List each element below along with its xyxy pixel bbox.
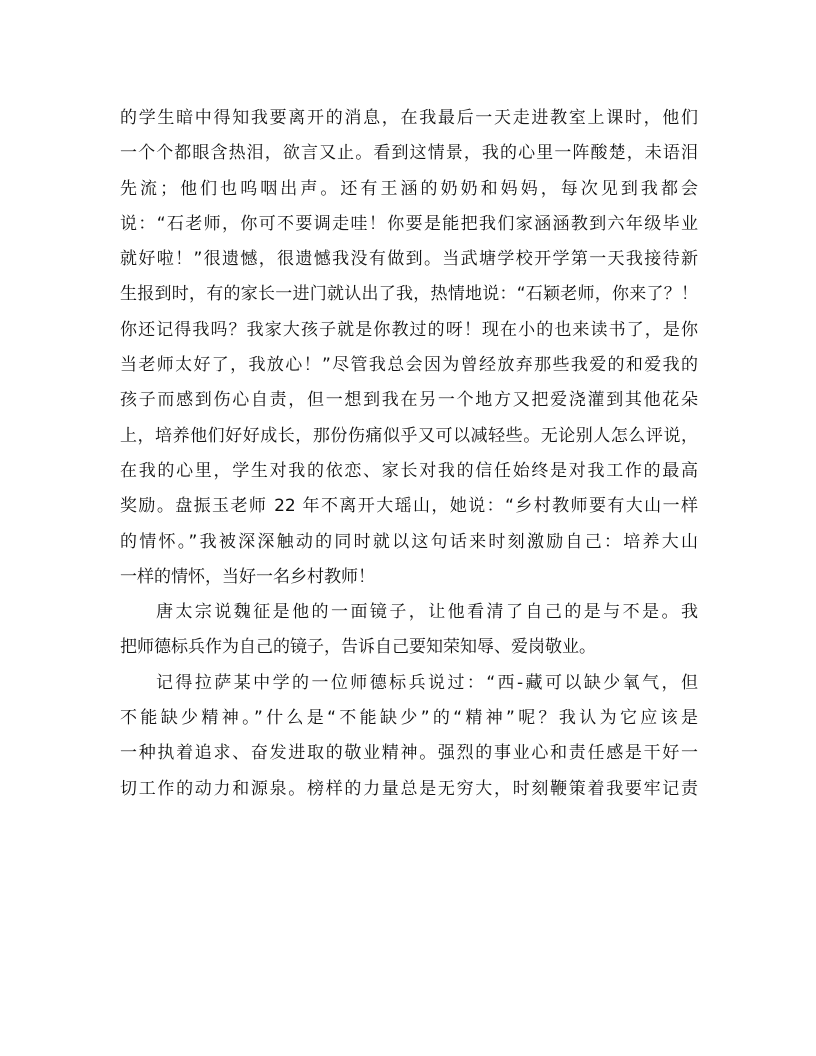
- text-line: 一样的情怀，当好一名乡村教师！: [120, 566, 375, 587]
- text-line: 生报到时，有的家长一进门就认出了我，热情地说：“石颖老师，你来了？！: [120, 284, 698, 305]
- text-line: 一个个都眼含热泪，欲言又止。看到这情景，我的心里一阵酸楚，未语泪: [120, 143, 698, 164]
- document-body: [120, 101, 698, 807]
- text-line: 说：“石老师，你可不要调走哇！你要是能把我们家涵涵教到六年级毕业: [120, 213, 698, 234]
- text-line: 一种执着追求、奋发进取的敬业精神。强烈的事业心和责任感是干好一: [120, 743, 698, 764]
- text-line: 的学生暗中得知我要离开的消息，在我最后一天走进教室上课时，他们: [120, 108, 698, 128]
- text-line: 上，培养他们好好成长，那份伤痛似乎又可以减轻些。无论别人怎么评说，: [120, 425, 698, 446]
- text-line: 的情怀。”我被深深触动的同时就以这句话来时刻激励自己：培养大山: [120, 531, 698, 552]
- text-line: 把师德标兵作为自己的镜子，告诉自己要知荣知辱、爱岗敬业。: [120, 637, 596, 658]
- text-line: 切工作的动力和源泉。榜样的力量总是无穷大，时刻鞭策着我要牢记责: [120, 778, 698, 799]
- text-line: 在我的心里，学生对我的依恋、家长对我的信任始终是对我工作的最高: [120, 460, 698, 481]
- text-line: 孩子而感到伤心自责，但一想到我在另一个地方又把爱浇灌到其他花朵: [120, 390, 698, 411]
- text-line: 你还记得我吗？我家大孩子就是你教过的呀！现在小的也来读书了，是你: [120, 319, 698, 340]
- text-line: 唐太宗说魏征是他的一面镜子，让他看清了自己的是与不是。我: [156, 602, 698, 623]
- text-line: 不能缺少精神。”什么是“不能缺少”的“精神”呢？我认为它应该是: [120, 708, 698, 729]
- text-line: 奖励。盘振玉老师 22 年不离开大瑶山，她说：“乡村教师要有大山一样: [120, 496, 698, 517]
- text-line: 当老师太好了，我放心！”尽管我总会因为曾经放弃那些我爱的和爱我的: [120, 355, 698, 376]
- paragraph-2: [120, 595, 698, 666]
- text-line: 记得拉萨某中学的一位师德标兵说过：“西-藏可以缺少氧气，但: [156, 672, 698, 693]
- paragraph-1: [120, 101, 698, 595]
- text-line: 先流；他们也呜咽出声。还有王涵的奶奶和妈妈，每次见到我都会: [120, 178, 698, 199]
- paragraph-3: [120, 666, 698, 807]
- text-line: 就好啦！”很遗憾，很遗憾我没有做到。当武塘学校开学第一天我接待新: [120, 249, 698, 270]
